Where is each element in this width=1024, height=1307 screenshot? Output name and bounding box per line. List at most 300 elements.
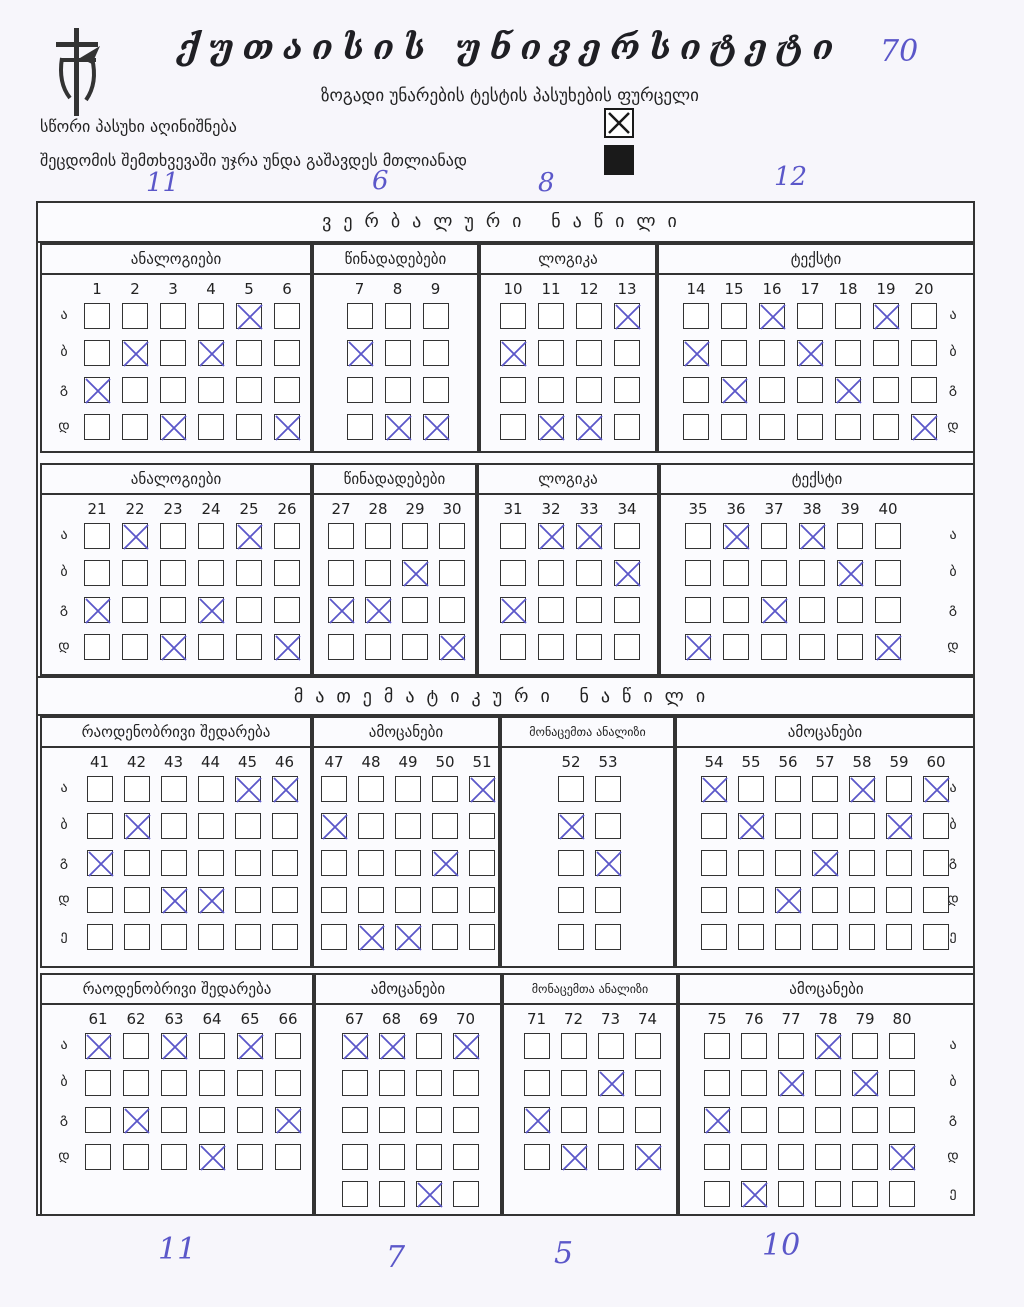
answer-box-q32-გ[interactable] — [538, 597, 564, 623]
answer-box-q15-ბ[interactable] — [721, 340, 747, 366]
answer-box-q40-ბ[interactable] — [875, 560, 901, 586]
answer-box-q44-ბ[interactable] — [198, 813, 224, 839]
answer-box-q50-ე[interactable] — [432, 924, 458, 950]
answer-box-q44-ე[interactable] — [198, 924, 224, 950]
answer-box-q59-ა[interactable] — [886, 776, 912, 802]
answer-box-q49-ე[interactable] — [395, 924, 421, 950]
answer-box-q65-დ[interactable] — [237, 1144, 263, 1170]
answer-box-q58-დ[interactable] — [849, 887, 875, 913]
answer-box-q33-დ[interactable] — [576, 634, 602, 660]
answer-box-q35-დ[interactable] — [685, 634, 711, 660]
answer-box-q73-დ[interactable] — [598, 1144, 624, 1170]
answer-box-q80-ე[interactable] — [889, 1181, 915, 1207]
answer-box-q2-დ[interactable] — [122, 414, 148, 440]
answer-box-q3-გ[interactable] — [160, 377, 186, 403]
answer-box-q69-ა[interactable] — [416, 1033, 442, 1059]
answer-box-q30-ბ[interactable] — [439, 560, 465, 586]
answer-box-q6-გ[interactable] — [274, 377, 300, 403]
answer-box-q64-ა[interactable] — [199, 1033, 225, 1059]
answer-box-q6-ბ[interactable] — [274, 340, 300, 366]
answer-box-q64-დ[interactable] — [199, 1144, 225, 1170]
answer-box-q18-ა[interactable] — [835, 303, 861, 329]
answer-box-q71-ა[interactable] — [524, 1033, 550, 1059]
answer-box-q78-ა[interactable] — [815, 1033, 841, 1059]
answer-box-q30-გ[interactable] — [439, 597, 465, 623]
answer-box-q27-დ[interactable] — [328, 634, 354, 660]
answer-box-q4-დ[interactable] — [198, 414, 224, 440]
answer-box-q10-გ[interactable] — [500, 377, 526, 403]
answer-box-q74-დ[interactable] — [635, 1144, 661, 1170]
answer-box-q29-გ[interactable] — [402, 597, 428, 623]
answer-box-q9-ბ[interactable] — [423, 340, 449, 366]
answer-box-q54-ა[interactable] — [701, 776, 727, 802]
answer-box-q71-გ[interactable] — [524, 1107, 550, 1133]
answer-box-q21-დ[interactable] — [84, 634, 110, 660]
answer-box-q52-ა[interactable] — [558, 776, 584, 802]
answer-box-q40-ა[interactable] — [875, 523, 901, 549]
answer-box-q62-ბ[interactable] — [123, 1070, 149, 1096]
answer-box-q79-დ[interactable] — [852, 1144, 878, 1170]
answer-box-q61-დ[interactable] — [85, 1144, 111, 1170]
answer-box-q27-ა[interactable] — [328, 523, 354, 549]
answer-box-q76-ა[interactable] — [741, 1033, 767, 1059]
answer-box-q48-ა[interactable] — [358, 776, 384, 802]
answer-box-q47-ა[interactable] — [321, 776, 347, 802]
answer-box-q36-დ[interactable] — [723, 634, 749, 660]
answer-box-q46-გ[interactable] — [272, 850, 298, 876]
answer-box-q69-დ[interactable] — [416, 1144, 442, 1170]
answer-box-q76-ე[interactable] — [741, 1181, 767, 1207]
answer-box-q53-ე[interactable] — [595, 924, 621, 950]
answer-box-q5-ბ[interactable] — [236, 340, 262, 366]
answer-box-q12-ა[interactable] — [576, 303, 602, 329]
answer-box-q59-გ[interactable] — [886, 850, 912, 876]
answer-box-q41-გ[interactable] — [87, 850, 113, 876]
answer-box-q15-გ[interactable] — [721, 377, 747, 403]
answer-box-q48-ბ[interactable] — [358, 813, 384, 839]
answer-box-q70-დ[interactable] — [453, 1144, 479, 1170]
answer-box-q57-ა[interactable] — [812, 776, 838, 802]
answer-box-q69-ე[interactable] — [416, 1181, 442, 1207]
answer-box-q29-ბ[interactable] — [402, 560, 428, 586]
answer-box-q22-დ[interactable] — [122, 634, 148, 660]
answer-box-q55-დ[interactable] — [738, 887, 764, 913]
answer-box-q61-ა[interactable] — [85, 1033, 111, 1059]
answer-box-q71-დ[interactable] — [524, 1144, 550, 1170]
answer-box-q68-ე[interactable] — [379, 1181, 405, 1207]
answer-box-q29-ა[interactable] — [402, 523, 428, 549]
answer-box-q79-გ[interactable] — [852, 1107, 878, 1133]
answer-box-q75-გ[interactable] — [704, 1107, 730, 1133]
answer-box-q1-ა[interactable] — [84, 303, 110, 329]
answer-box-q78-დ[interactable] — [815, 1144, 841, 1170]
answer-box-q5-გ[interactable] — [236, 377, 262, 403]
answer-box-q78-ე[interactable] — [815, 1181, 841, 1207]
answer-box-q22-ა[interactable] — [122, 523, 148, 549]
answer-box-q50-გ[interactable] — [432, 850, 458, 876]
answer-box-q19-ბ[interactable] — [873, 340, 899, 366]
answer-box-q36-ბ[interactable] — [723, 560, 749, 586]
answer-box-q24-გ[interactable] — [198, 597, 224, 623]
answer-box-q21-გ[interactable] — [84, 597, 110, 623]
answer-box-q2-ბ[interactable] — [122, 340, 148, 366]
answer-box-q54-დ[interactable] — [701, 887, 727, 913]
answer-box-q75-ა[interactable] — [704, 1033, 730, 1059]
answer-box-q42-ე[interactable] — [124, 924, 150, 950]
answer-box-q69-ბ[interactable] — [416, 1070, 442, 1096]
answer-box-q25-დ[interactable] — [236, 634, 262, 660]
answer-box-q2-ა[interactable] — [122, 303, 148, 329]
answer-box-q59-დ[interactable] — [886, 887, 912, 913]
answer-box-q59-ე[interactable] — [886, 924, 912, 950]
answer-box-q58-ე[interactable] — [849, 924, 875, 950]
answer-box-q63-ბ[interactable] — [161, 1070, 187, 1096]
answer-box-q65-ა[interactable] — [237, 1033, 263, 1059]
answer-box-q80-ბ[interactable] — [889, 1070, 915, 1096]
answer-box-q13-დ[interactable] — [614, 414, 640, 440]
answer-box-q62-დ[interactable] — [123, 1144, 149, 1170]
answer-box-q21-ა[interactable] — [84, 523, 110, 549]
answer-box-q55-გ[interactable] — [738, 850, 764, 876]
answer-box-q75-ე[interactable] — [704, 1181, 730, 1207]
answer-box-q77-ე[interactable] — [778, 1181, 804, 1207]
answer-box-q8-ა[interactable] — [385, 303, 411, 329]
answer-box-q76-ბ[interactable] — [741, 1070, 767, 1096]
answer-box-q59-ბ[interactable] — [886, 813, 912, 839]
answer-box-q31-ბ[interactable] — [500, 560, 526, 586]
answer-box-q46-ბ[interactable] — [272, 813, 298, 839]
answer-box-q68-ბ[interactable] — [379, 1070, 405, 1096]
answer-box-q54-გ[interactable] — [701, 850, 727, 876]
answer-box-q38-დ[interactable] — [799, 634, 825, 660]
answer-box-q7-ა[interactable] — [347, 303, 373, 329]
answer-box-q48-ე[interactable] — [358, 924, 384, 950]
answer-box-q18-გ[interactable] — [835, 377, 861, 403]
answer-box-q67-ბ[interactable] — [342, 1070, 368, 1096]
answer-box-q27-გ[interactable] — [328, 597, 354, 623]
answer-box-q45-ა[interactable] — [235, 776, 261, 802]
answer-box-q37-ბ[interactable] — [761, 560, 787, 586]
answer-box-q30-დ[interactable] — [439, 634, 465, 660]
answer-box-q79-ა[interactable] — [852, 1033, 878, 1059]
answer-box-q3-დ[interactable] — [160, 414, 186, 440]
answer-box-q9-ა[interactable] — [423, 303, 449, 329]
answer-box-q42-ა[interactable] — [124, 776, 150, 802]
answer-box-q69-გ[interactable] — [416, 1107, 442, 1133]
answer-box-q3-ბ[interactable] — [160, 340, 186, 366]
answer-box-q9-დ[interactable] — [423, 414, 449, 440]
answer-box-q45-ბ[interactable] — [235, 813, 261, 839]
answer-box-q12-დ[interactable] — [576, 414, 602, 440]
answer-box-q51-დ[interactable] — [469, 887, 495, 913]
answer-box-q17-გ[interactable] — [797, 377, 823, 403]
answer-box-q65-ბ[interactable] — [237, 1070, 263, 1096]
answer-box-q68-გ[interactable] — [379, 1107, 405, 1133]
answer-box-q43-გ[interactable] — [161, 850, 187, 876]
answer-box-q24-ბ[interactable] — [198, 560, 224, 586]
answer-box-q31-დ[interactable] — [500, 634, 526, 660]
answer-box-q20-დ[interactable] — [911, 414, 937, 440]
answer-box-q72-ბ[interactable] — [561, 1070, 587, 1096]
answer-box-q22-ბ[interactable] — [122, 560, 148, 586]
answer-box-q46-ე[interactable] — [272, 924, 298, 950]
answer-box-q1-დ[interactable] — [84, 414, 110, 440]
answer-box-q51-გ[interactable] — [469, 850, 495, 876]
answer-box-q80-გ[interactable] — [889, 1107, 915, 1133]
answer-box-q57-ბ[interactable] — [812, 813, 838, 839]
answer-box-q54-ბ[interactable] — [701, 813, 727, 839]
answer-box-q41-დ[interactable] — [87, 887, 113, 913]
answer-box-q77-ა[interactable] — [778, 1033, 804, 1059]
answer-box-q7-გ[interactable] — [347, 377, 373, 403]
answer-box-q2-გ[interactable] — [122, 377, 148, 403]
answer-box-q16-ბ[interactable] — [759, 340, 785, 366]
answer-box-q8-ბ[interactable] — [385, 340, 411, 366]
answer-box-q23-ა[interactable] — [160, 523, 186, 549]
answer-box-q76-დ[interactable] — [741, 1144, 767, 1170]
answer-box-q30-ა[interactable] — [439, 523, 465, 549]
answer-box-q72-გ[interactable] — [561, 1107, 587, 1133]
answer-box-q24-ა[interactable] — [198, 523, 224, 549]
answer-box-q73-ა[interactable] — [598, 1033, 624, 1059]
answer-box-q1-ბ[interactable] — [84, 340, 110, 366]
answer-box-q34-ა[interactable] — [614, 523, 640, 549]
answer-box-q44-გ[interactable] — [198, 850, 224, 876]
answer-box-q28-ა[interactable] — [365, 523, 391, 549]
answer-box-q13-ბ[interactable] — [614, 340, 640, 366]
answer-box-q34-დ[interactable] — [614, 634, 640, 660]
answer-box-q23-დ[interactable] — [160, 634, 186, 660]
answer-box-q16-დ[interactable] — [759, 414, 785, 440]
answer-box-q8-დ[interactable] — [385, 414, 411, 440]
answer-box-q56-დ[interactable] — [775, 887, 801, 913]
answer-box-q67-ე[interactable] — [342, 1181, 368, 1207]
answer-box-q7-დ[interactable] — [347, 414, 373, 440]
answer-box-q63-გ[interactable] — [161, 1107, 187, 1133]
answer-box-q56-ე[interactable] — [775, 924, 801, 950]
answer-box-q31-ა[interactable] — [500, 523, 526, 549]
answer-box-q4-ბ[interactable] — [198, 340, 224, 366]
answer-box-q31-გ[interactable] — [500, 597, 526, 623]
answer-box-q14-გ[interactable] — [683, 377, 709, 403]
answer-box-q14-დ[interactable] — [683, 414, 709, 440]
answer-box-q17-ა[interactable] — [797, 303, 823, 329]
answer-box-q5-ა[interactable] — [236, 303, 262, 329]
answer-box-q45-ე[interactable] — [235, 924, 261, 950]
answer-box-q39-ბ[interactable] — [837, 560, 863, 586]
answer-box-q21-ბ[interactable] — [84, 560, 110, 586]
answer-box-q25-ბ[interactable] — [236, 560, 262, 586]
answer-box-q77-დ[interactable] — [778, 1144, 804, 1170]
answer-box-q19-გ[interactable] — [873, 377, 899, 403]
answer-box-q39-დ[interactable] — [837, 634, 863, 660]
answer-box-q74-გ[interactable] — [635, 1107, 661, 1133]
answer-box-q45-დ[interactable] — [235, 887, 261, 913]
answer-box-q19-დ[interactable] — [873, 414, 899, 440]
answer-box-q26-ბ[interactable] — [274, 560, 300, 586]
answer-box-q12-ბ[interactable] — [576, 340, 602, 366]
answer-box-q58-ბ[interactable] — [849, 813, 875, 839]
answer-box-q62-გ[interactable] — [123, 1107, 149, 1133]
answer-box-q19-ა[interactable] — [873, 303, 899, 329]
answer-box-q33-გ[interactable] — [576, 597, 602, 623]
answer-box-q35-გ[interactable] — [685, 597, 711, 623]
answer-box-q3-ა[interactable] — [160, 303, 186, 329]
answer-box-q52-ე[interactable] — [558, 924, 584, 950]
answer-box-q52-დ[interactable] — [558, 887, 584, 913]
answer-box-q49-დ[interactable] — [395, 887, 421, 913]
answer-box-q11-ბ[interactable] — [538, 340, 564, 366]
answer-box-q45-გ[interactable] — [235, 850, 261, 876]
answer-box-q77-გ[interactable] — [778, 1107, 804, 1133]
answer-box-q23-ბ[interactable] — [160, 560, 186, 586]
answer-box-q37-ა[interactable] — [761, 523, 787, 549]
answer-box-q65-გ[interactable] — [237, 1107, 263, 1133]
answer-box-q20-გ[interactable] — [911, 377, 937, 403]
answer-box-q57-დ[interactable] — [812, 887, 838, 913]
answer-box-q67-ა[interactable] — [342, 1033, 368, 1059]
answer-box-q15-ა[interactable] — [721, 303, 747, 329]
answer-box-q46-დ[interactable] — [272, 887, 298, 913]
answer-box-q55-ე[interactable] — [738, 924, 764, 950]
answer-box-q34-ბ[interactable] — [614, 560, 640, 586]
answer-box-q38-გ[interactable] — [799, 597, 825, 623]
answer-box-q51-ა[interactable] — [469, 776, 495, 802]
answer-box-q11-დ[interactable] — [538, 414, 564, 440]
answer-box-q76-გ[interactable] — [741, 1107, 767, 1133]
answer-box-q44-დ[interactable] — [198, 887, 224, 913]
answer-box-q14-ბ[interactable] — [683, 340, 709, 366]
answer-box-q61-ბ[interactable] — [85, 1070, 111, 1096]
answer-box-q10-ა[interactable] — [500, 303, 526, 329]
answer-box-q14-ა[interactable] — [683, 303, 709, 329]
answer-box-q50-ბ[interactable] — [432, 813, 458, 839]
answer-box-q38-ბ[interactable] — [799, 560, 825, 586]
answer-box-q49-ა[interactable] — [395, 776, 421, 802]
answer-box-q75-დ[interactable] — [704, 1144, 730, 1170]
answer-box-q53-დ[interactable] — [595, 887, 621, 913]
answer-box-q70-ბ[interactable] — [453, 1070, 479, 1096]
answer-box-q23-გ[interactable] — [160, 597, 186, 623]
answer-box-q33-ა[interactable] — [576, 523, 602, 549]
answer-box-q55-ბ[interactable] — [738, 813, 764, 839]
answer-box-q40-დ[interactable] — [875, 634, 901, 660]
answer-box-q53-გ[interactable] — [595, 850, 621, 876]
answer-box-q10-დ[interactable] — [500, 414, 526, 440]
answer-box-q16-გ[interactable] — [759, 377, 785, 403]
answer-box-q22-გ[interactable] — [122, 597, 148, 623]
answer-box-q17-დ[interactable] — [797, 414, 823, 440]
answer-box-q63-ა[interactable] — [161, 1033, 187, 1059]
answer-box-q50-ა[interactable] — [432, 776, 458, 802]
answer-box-q47-გ[interactable] — [321, 850, 347, 876]
answer-box-q36-გ[interactable] — [723, 597, 749, 623]
answer-box-q26-ა[interactable] — [274, 523, 300, 549]
answer-box-q50-დ[interactable] — [432, 887, 458, 913]
answer-box-q51-ბ[interactable] — [469, 813, 495, 839]
answer-box-q13-ა[interactable] — [614, 303, 640, 329]
answer-box-q79-ბ[interactable] — [852, 1070, 878, 1096]
answer-box-q58-გ[interactable] — [849, 850, 875, 876]
answer-box-q74-ა[interactable] — [635, 1033, 661, 1059]
answer-box-q4-ა[interactable] — [198, 303, 224, 329]
answer-box-q37-დ[interactable] — [761, 634, 787, 660]
answer-box-q42-ბ[interactable] — [124, 813, 150, 839]
answer-box-q70-ა[interactable] — [453, 1033, 479, 1059]
answer-box-q63-დ[interactable] — [161, 1144, 187, 1170]
answer-box-q41-ბ[interactable] — [87, 813, 113, 839]
answer-box-q26-დ[interactable] — [274, 634, 300, 660]
answer-box-q57-ე[interactable] — [812, 924, 838, 950]
answer-box-q6-ა[interactable] — [274, 303, 300, 329]
answer-box-q41-ა[interactable] — [87, 776, 113, 802]
answer-box-q18-ბ[interactable] — [835, 340, 861, 366]
answer-box-q25-გ[interactable] — [236, 597, 262, 623]
answer-box-q42-გ[interactable] — [124, 850, 150, 876]
answer-box-q39-ა[interactable] — [837, 523, 863, 549]
answer-box-q15-დ[interactable] — [721, 414, 747, 440]
answer-box-q46-ა[interactable] — [272, 776, 298, 802]
answer-box-q61-გ[interactable] — [85, 1107, 111, 1133]
answer-box-q6-დ[interactable] — [274, 414, 300, 440]
answer-box-q66-დ[interactable] — [275, 1144, 301, 1170]
answer-box-q77-ბ[interactable] — [778, 1070, 804, 1096]
answer-box-q35-ბ[interactable] — [685, 560, 711, 586]
answer-box-q80-დ[interactable] — [889, 1144, 915, 1170]
answer-box-q51-ე[interactable] — [469, 924, 495, 950]
answer-box-q38-ა[interactable] — [799, 523, 825, 549]
answer-box-q10-ბ[interactable] — [500, 340, 526, 366]
answer-box-q49-ბ[interactable] — [395, 813, 421, 839]
answer-box-q79-ე[interactable] — [852, 1181, 878, 1207]
answer-box-q5-დ[interactable] — [236, 414, 262, 440]
answer-box-q56-ა[interactable] — [775, 776, 801, 802]
answer-box-q71-ბ[interactable] — [524, 1070, 550, 1096]
answer-box-q20-ა[interactable] — [911, 303, 937, 329]
answer-box-q57-გ[interactable] — [812, 850, 838, 876]
answer-box-q11-ა[interactable] — [538, 303, 564, 329]
answer-box-q28-გ[interactable] — [365, 597, 391, 623]
answer-box-q40-გ[interactable] — [875, 597, 901, 623]
answer-box-q9-გ[interactable] — [423, 377, 449, 403]
answer-box-q49-გ[interactable] — [395, 850, 421, 876]
answer-box-q47-დ[interactable] — [321, 887, 347, 913]
answer-box-q43-ბ[interactable] — [161, 813, 187, 839]
answer-box-q26-გ[interactable] — [274, 597, 300, 623]
answer-box-q72-ა[interactable] — [561, 1033, 587, 1059]
answer-box-q70-ე[interactable] — [453, 1181, 479, 1207]
answer-box-q52-ბ[interactable] — [558, 813, 584, 839]
answer-box-q11-გ[interactable] — [538, 377, 564, 403]
answer-box-q43-ე[interactable] — [161, 924, 187, 950]
answer-box-q16-ა[interactable] — [759, 303, 785, 329]
answer-box-q27-ბ[interactable] — [328, 560, 354, 586]
answer-box-q20-ბ[interactable] — [911, 340, 937, 366]
answer-box-q28-დ[interactable] — [365, 634, 391, 660]
answer-box-q43-დ[interactable] — [161, 887, 187, 913]
answer-box-q25-ა[interactable] — [236, 523, 262, 549]
answer-box-q56-გ[interactable] — [775, 850, 801, 876]
answer-box-q48-დ[interactable] — [358, 887, 384, 913]
answer-box-q29-დ[interactable] — [402, 634, 428, 660]
answer-box-q36-ა[interactable] — [723, 523, 749, 549]
answer-box-q32-დ[interactable] — [538, 634, 564, 660]
answer-box-q8-გ[interactable] — [385, 377, 411, 403]
answer-box-q47-ბ[interactable] — [321, 813, 347, 839]
answer-box-q73-გ[interactable] — [598, 1107, 624, 1133]
answer-box-q55-ა[interactable] — [738, 776, 764, 802]
answer-box-q42-დ[interactable] — [124, 887, 150, 913]
